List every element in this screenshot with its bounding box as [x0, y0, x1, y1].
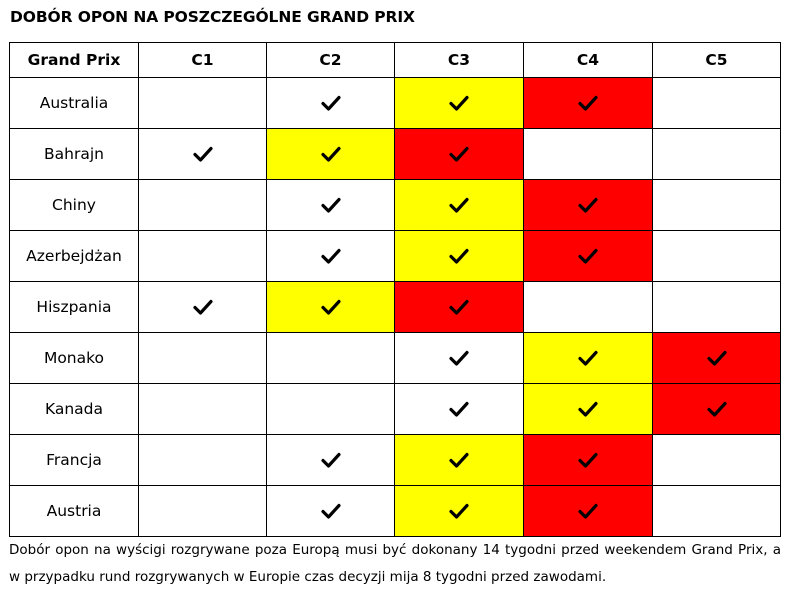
compound-cell-c2 — [267, 129, 395, 180]
compound-cell-c5 — [653, 78, 781, 129]
header-c5: C5 — [653, 43, 781, 78]
compound-cell-c2 — [267, 333, 395, 384]
compound-cell-c5 — [653, 486, 781, 537]
header-c3: C3 — [395, 43, 524, 78]
compound-cell-c2 — [267, 78, 395, 129]
checkmark-icon — [193, 299, 213, 315]
compound-cell-c5 — [653, 231, 781, 282]
compound-cell-c2 — [267, 486, 395, 537]
compound-cell-c2 — [267, 384, 395, 435]
grand-prix-label: Chiny — [52, 196, 96, 214]
checkmark-icon — [321, 95, 341, 111]
checkmark-icon — [321, 146, 341, 162]
compound-cell-c5 — [653, 333, 781, 384]
compound-cell-c4 — [524, 486, 653, 537]
compound-cell-c1 — [139, 78, 267, 129]
checkmark-icon — [449, 350, 469, 366]
checkmark-icon — [193, 146, 213, 162]
checkmark-icon — [578, 248, 598, 264]
checkmark-icon — [321, 503, 341, 519]
grand-prix-name — [10, 231, 139, 282]
checkmark-icon — [449, 401, 469, 417]
compound-cell-c2 — [267, 435, 395, 486]
grand-prix-label: Kanada — [44, 400, 104, 418]
compound-cell-c1 — [139, 282, 267, 333]
grand-prix-name — [10, 384, 139, 435]
checkmark-icon — [578, 401, 598, 417]
checkmark-icon — [449, 95, 469, 111]
compound-cell-c4 — [524, 231, 653, 282]
grand-prix-label: Australia — [39, 94, 109, 112]
checkmark-icon — [449, 248, 469, 264]
grand-prix-name — [10, 435, 139, 486]
checkmark-icon — [321, 197, 341, 213]
header-grand-prix: Grand Prix — [10, 43, 139, 78]
compound-cell-c3 — [395, 180, 524, 231]
compound-cell-c4 — [524, 78, 653, 129]
page-title: DOBÓR OPON NA POSZCZEGÓLNE GRAND PRIX — [10, 8, 415, 26]
table-row — [10, 78, 781, 129]
compound-cell-c1 — [139, 180, 267, 231]
compound-cell-c1 — [139, 231, 267, 282]
compound-cell-c3 — [395, 435, 524, 486]
checkmark-icon — [578, 95, 598, 111]
compound-cell-c4 — [524, 384, 653, 435]
compound-cell-c3 — [395, 384, 524, 435]
checkmark-icon — [449, 503, 469, 519]
compound-cell-c5 — [653, 180, 781, 231]
compound-cell-c2 — [267, 231, 395, 282]
checkmark-icon — [449, 452, 469, 468]
table-row — [10, 486, 781, 537]
header-c4: C4 — [524, 43, 653, 78]
table-row — [10, 231, 781, 282]
table-row — [10, 180, 781, 231]
header-c2: C2 — [267, 43, 395, 78]
table-row — [10, 435, 781, 486]
compound-cell-c3 — [395, 282, 524, 333]
compound-cell-c3 — [395, 78, 524, 129]
compound-cell-c3 — [395, 333, 524, 384]
table-row — [10, 384, 781, 435]
compound-cell-c1 — [139, 129, 267, 180]
compound-cell-c4 — [524, 282, 653, 333]
checkmark-icon — [707, 401, 727, 417]
header-c1: C1 — [139, 43, 267, 78]
compound-cell-c5 — [653, 384, 781, 435]
grand-prix-label: Azerbejdżan — [26, 247, 122, 265]
compound-cell-c1 — [139, 435, 267, 486]
checkmark-icon — [449, 146, 469, 162]
checkmark-icon — [578, 197, 598, 213]
table-row — [10, 129, 781, 180]
grand-prix-name — [10, 129, 139, 180]
checkmark-icon — [449, 197, 469, 213]
grand-prix-name — [10, 282, 139, 333]
checkmark-icon — [449, 299, 469, 315]
table-row — [10, 282, 781, 333]
grand-prix-label: Austria — [46, 502, 102, 520]
checkmark-icon — [321, 299, 341, 315]
grand-prix-label: Francja — [46, 451, 102, 469]
grand-prix-label: Bahrajn — [44, 145, 104, 163]
compound-cell-c4 — [524, 180, 653, 231]
compound-cell-c2 — [267, 282, 395, 333]
compound-cell-c4 — [524, 333, 653, 384]
compound-cell-c1 — [139, 486, 267, 537]
compound-cell-c3 — [395, 129, 524, 180]
grand-prix-label: Monako — [43, 349, 105, 367]
checkmark-icon — [578, 350, 598, 366]
grand-prix-name — [10, 180, 139, 231]
grand-prix-name — [10, 333, 139, 384]
compound-cell-c3 — [395, 486, 524, 537]
compound-cell-c2 — [267, 180, 395, 231]
table-header-row — [10, 43, 781, 78]
grand-prix-name — [10, 486, 139, 537]
grand-prix-label: Hiszpania — [36, 298, 112, 316]
tyre-selection-table — [9, 42, 781, 537]
checkmark-icon — [578, 452, 598, 468]
compound-cell-c4 — [524, 435, 653, 486]
footnote: Dobór opon na wyścigi rozgrywane poza Europą musi być dokonany 14 tygodni przed weekendem Grand Prix, a w przypadku rund rozgrywanych w Europie czas decyzji mija 8 tygodni przed zawodami. — [9, 542, 781, 585]
compound-cell-c3 — [395, 231, 524, 282]
table-row — [10, 333, 781, 384]
grand-prix-name — [10, 78, 139, 129]
checkmark-icon — [321, 452, 341, 468]
checkmark-icon — [321, 248, 341, 264]
checkmark-icon — [707, 350, 727, 366]
compound-cell-c4 — [524, 129, 653, 180]
compound-cell-c5 — [653, 435, 781, 486]
checkmark-icon — [578, 503, 598, 519]
compound-cell-c1 — [139, 333, 267, 384]
compound-cell-c5 — [653, 129, 781, 180]
compound-cell-c5 — [653, 282, 781, 333]
compound-cell-c1 — [139, 384, 267, 435]
